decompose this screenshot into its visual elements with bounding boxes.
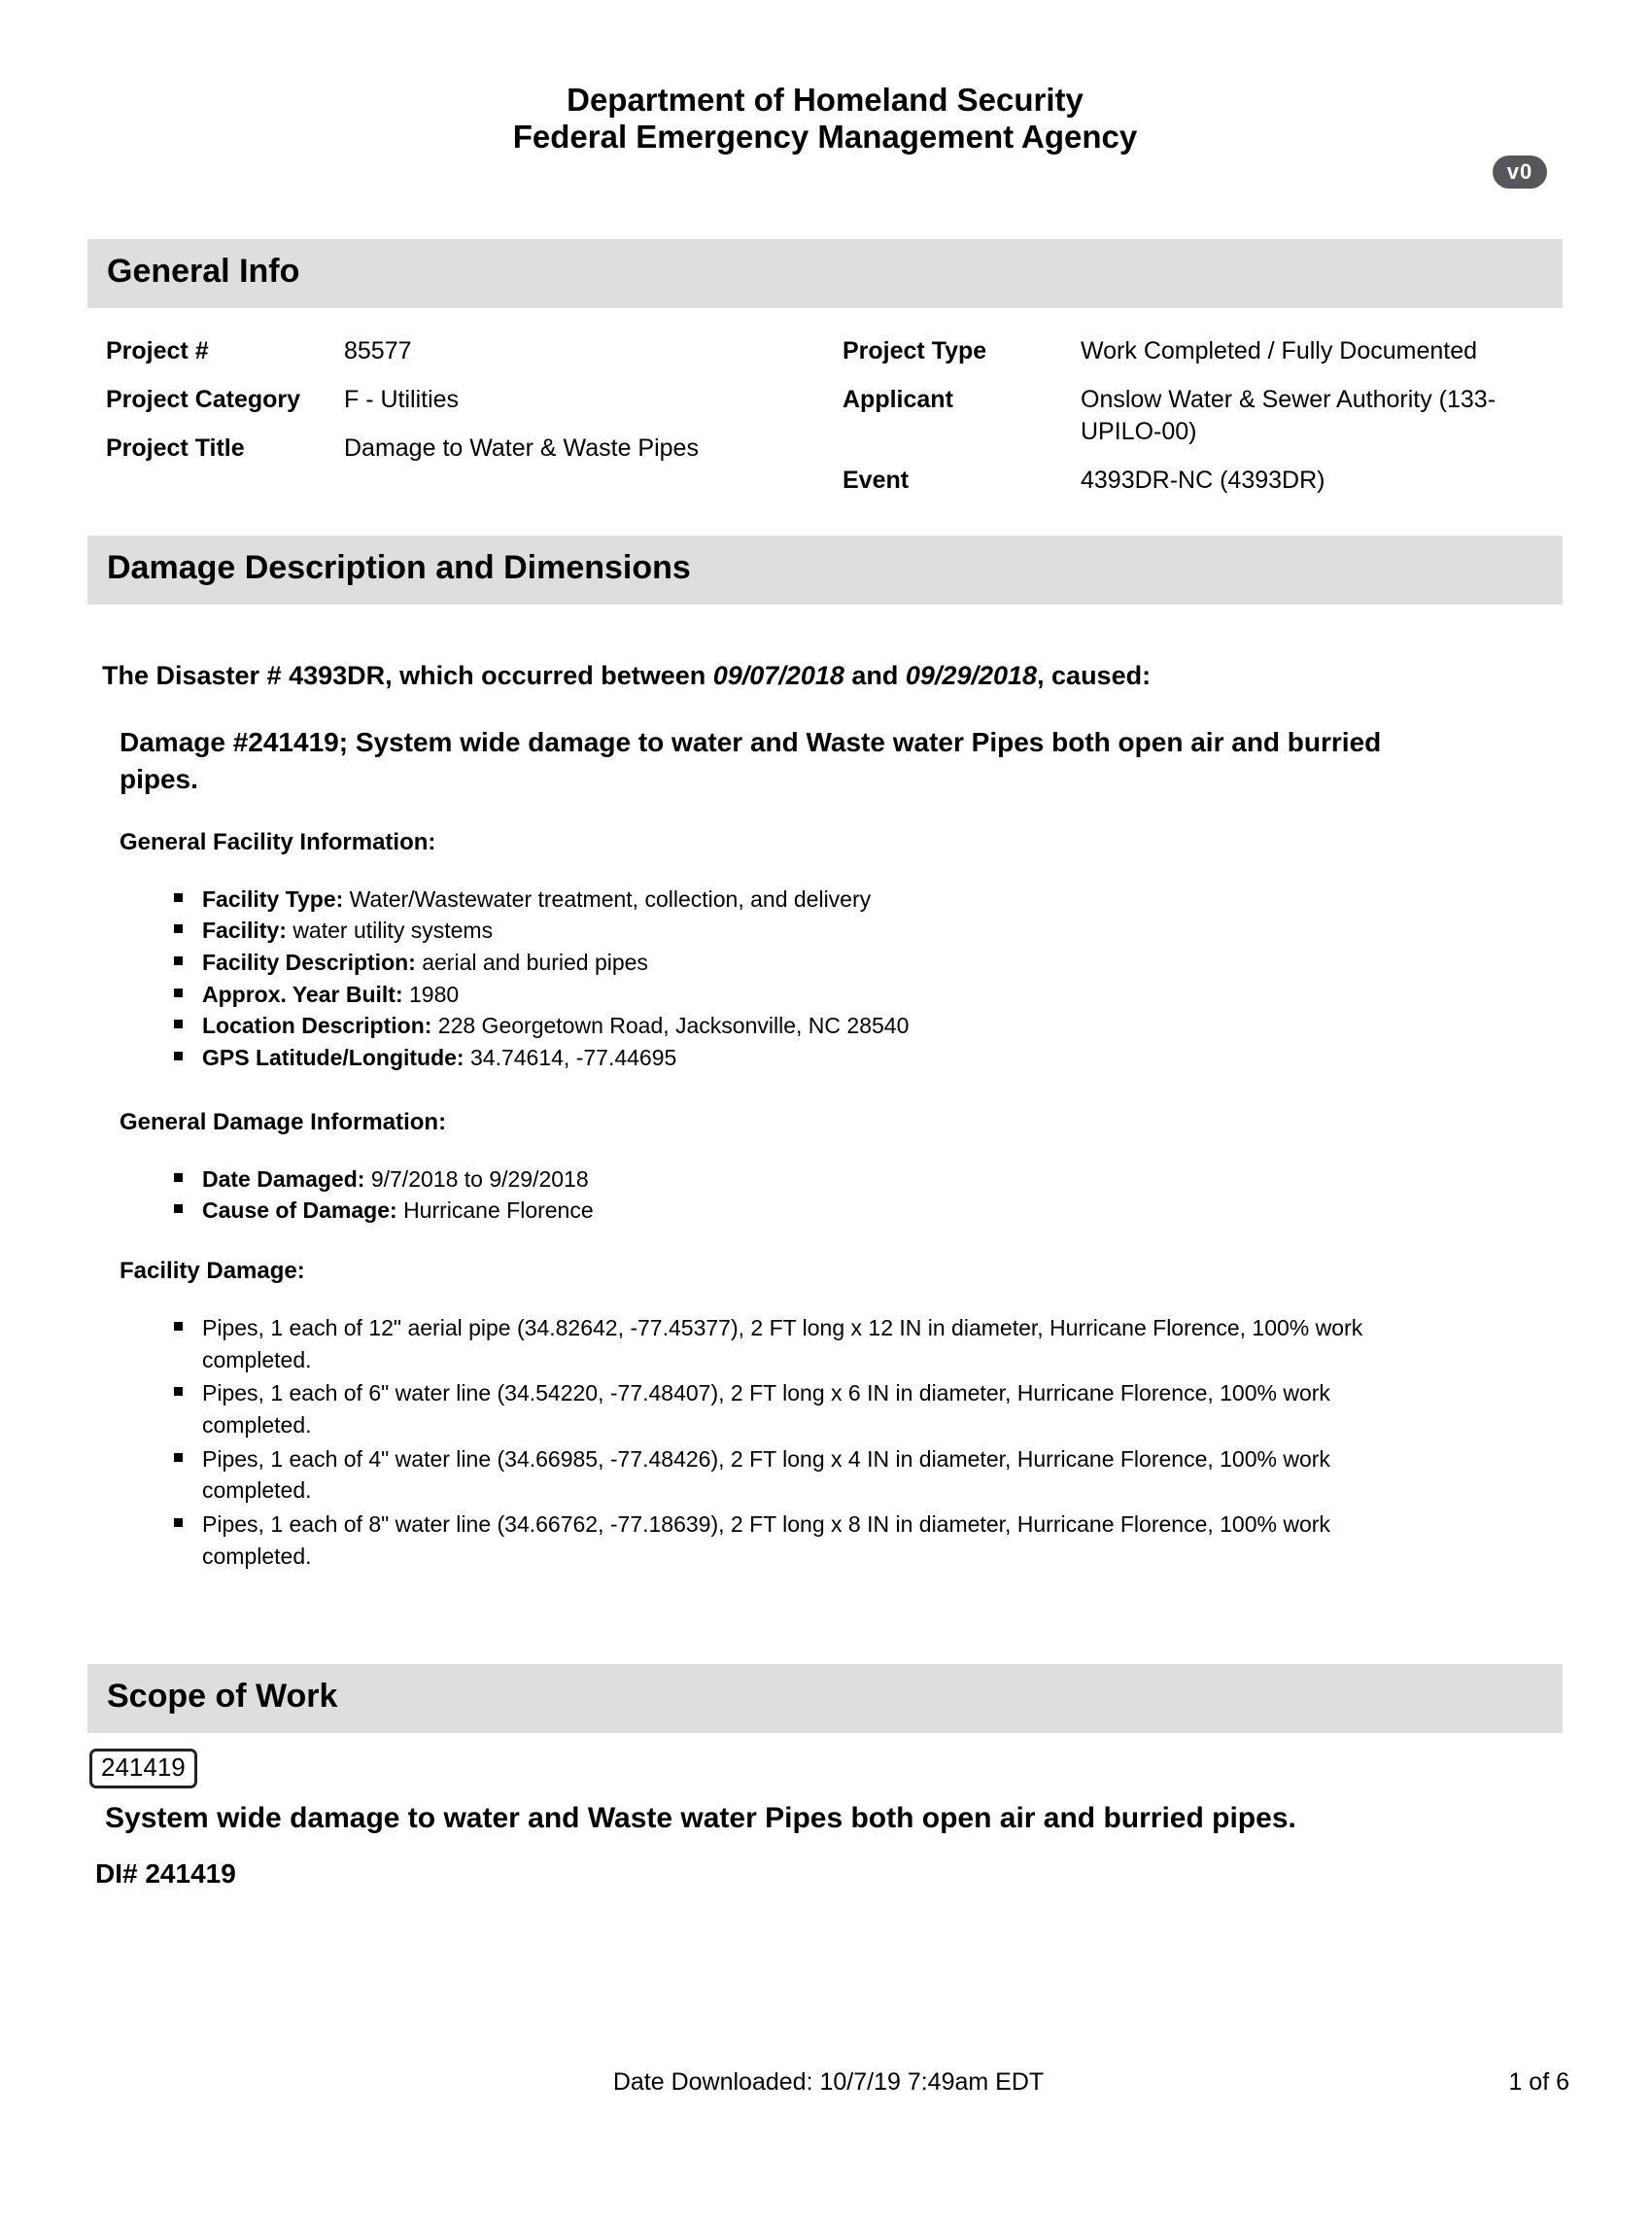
document-title-line2: Federal Emergency Management Agency <box>512 118 1138 155</box>
field-label: Project Category <box>106 386 301 414</box>
bullet-label: Location Description: <box>202 1013 432 1039</box>
damage-heading: Damage #241419; System wide damage to water and Waste water Pipes both open air and burried pipes. <box>120 727 1382 795</box>
disaster-line-middle: and <box>843 661 906 691</box>
page-footer <box>87 2068 1569 2097</box>
bullet-value: 9/7/2018 to 9/29/2018 <box>370 1165 589 1192</box>
field-value: Work Completed / Fully Documented <box>1081 337 1478 365</box>
field-value: Onslow Water & Sewer Authority (133-UPILO-00) <box>1081 386 1497 446</box>
facility-damage-heading: Facility Damage: <box>120 1258 305 1285</box>
general-info-right-column <box>843 335 1563 497</box>
list-item <box>202 884 1436 916</box>
bullet-value: water utility systems <box>293 918 494 944</box>
bullet-label: Approx. Year Built: <box>202 981 403 1007</box>
bullet-value: 228 Georgetown Road, Jacksonville, NC 28540 <box>437 1013 910 1039</box>
list-item <box>202 915 1436 947</box>
version-badge: v0 <box>1493 156 1547 189</box>
general-info-left-column <box>106 335 843 497</box>
list-item <box>202 1163 1436 1196</box>
general-info-fields <box>87 335 1563 497</box>
field-value: 4393DR-NC (4393DR) <box>1081 467 1325 495</box>
section-header-scope-of-work: Scope of Work <box>87 1664 1563 1733</box>
section-header-general-info: General Info <box>87 239 1563 308</box>
scope-di-line: DI# 241419 <box>95 1858 236 1890</box>
bullet-value: aerial and buried pipes <box>422 950 648 976</box>
section-header-damage-description: Damage Description and Dimensions <box>87 536 1563 605</box>
bullet-value: Water/Wastewater treatment, collection, and delivery <box>349 885 872 912</box>
document-body <box>0 82 1652 1890</box>
disaster-summary-line <box>102 661 1563 691</box>
list-item <box>202 1042 1436 1074</box>
date-downloaded: Date Downloaded: 10/7/19 7:49am EDT <box>612 2068 1045 2096</box>
list-item: Pipes, 1 each of 12" aerial pipe (34.82642, -77.45377), 2 FT long x 12 IN in diameter, Hurricane Florence, 100% work completed. <box>202 1312 1436 1375</box>
disaster-start-date: 09/07/2018 <box>712 661 844 691</box>
list-item <box>202 979 1436 1011</box>
document-title-line1: Department of Homeland Security <box>567 82 1084 118</box>
list-item <box>202 1195 1436 1227</box>
field-label: Project Title <box>106 434 245 463</box>
bullet-value: 34.74614, -77.44695 <box>469 1045 677 1071</box>
document-title <box>87 82 1563 155</box>
facility-info-heading: General Facility Information: <box>120 828 436 855</box>
damage-info-list <box>87 1163 1563 1227</box>
bullet-value: 1980 <box>409 981 460 1007</box>
page-number: 1 of 6 <box>1508 2068 1569 2096</box>
facility-damage-list <box>87 1312 1563 1572</box>
bullet-value: Hurricane Florence <box>403 1197 594 1224</box>
field-label: Event <box>843 467 910 495</box>
field-value: F - Utilities <box>344 386 460 414</box>
bullet-label: Facility Type: <box>202 885 344 912</box>
field-label: Project Type <box>843 337 987 365</box>
facility-info-list <box>87 884 1563 1074</box>
bullet-label: Cause of Damage: <box>202 1197 397 1224</box>
list-item <box>202 1010 1436 1042</box>
field-value: Damage to Water & Waste Pipes <box>344 434 699 463</box>
disaster-end-date: 09/29/2018 <box>905 661 1038 691</box>
field-label: Applicant <box>843 386 953 414</box>
bullet-label: Date Damaged: <box>202 1165 365 1192</box>
bullet-label: Facility: <box>202 918 287 944</box>
bullet-label: Facility Description: <box>202 950 416 976</box>
field-value: 85577 <box>344 337 412 365</box>
di-number-box: 241419 <box>89 1749 197 1788</box>
bullet-label: GPS Latitude/Longitude: <box>202 1045 465 1071</box>
list-item: Pipes, 1 each of 4" water line (34.66985, -77.48426), 2 FT long x 4 IN in diameter, Hurricane Florence, 100% work completed. <box>202 1443 1436 1507</box>
disaster-line-prefix: The Disaster # 4393DR, which occurred between <box>102 661 713 691</box>
list-item: Pipes, 1 each of 6" water line (34.54220, -77.48407), 2 FT long x 6 IN in diameter, Hurricane Florence, 100% work completed. <box>202 1377 1436 1440</box>
list-item: Pipes, 1 each of 8" water line (34.66762, -77.18639), 2 FT long x 8 IN in diameter, Hurricane Florence, 100% work completed. <box>202 1509 1436 1572</box>
damage-info-heading: General Damage Information: <box>120 1108 447 1135</box>
list-item <box>202 947 1436 979</box>
scope-description: System wide damage to water and Waste water Pipes both open air and burried pipes. <box>105 1802 1296 1835</box>
document-page <box>0 82 1652 2220</box>
disaster-line-suffix: , caused: <box>1037 661 1152 691</box>
field-label: Project # <box>106 337 209 365</box>
